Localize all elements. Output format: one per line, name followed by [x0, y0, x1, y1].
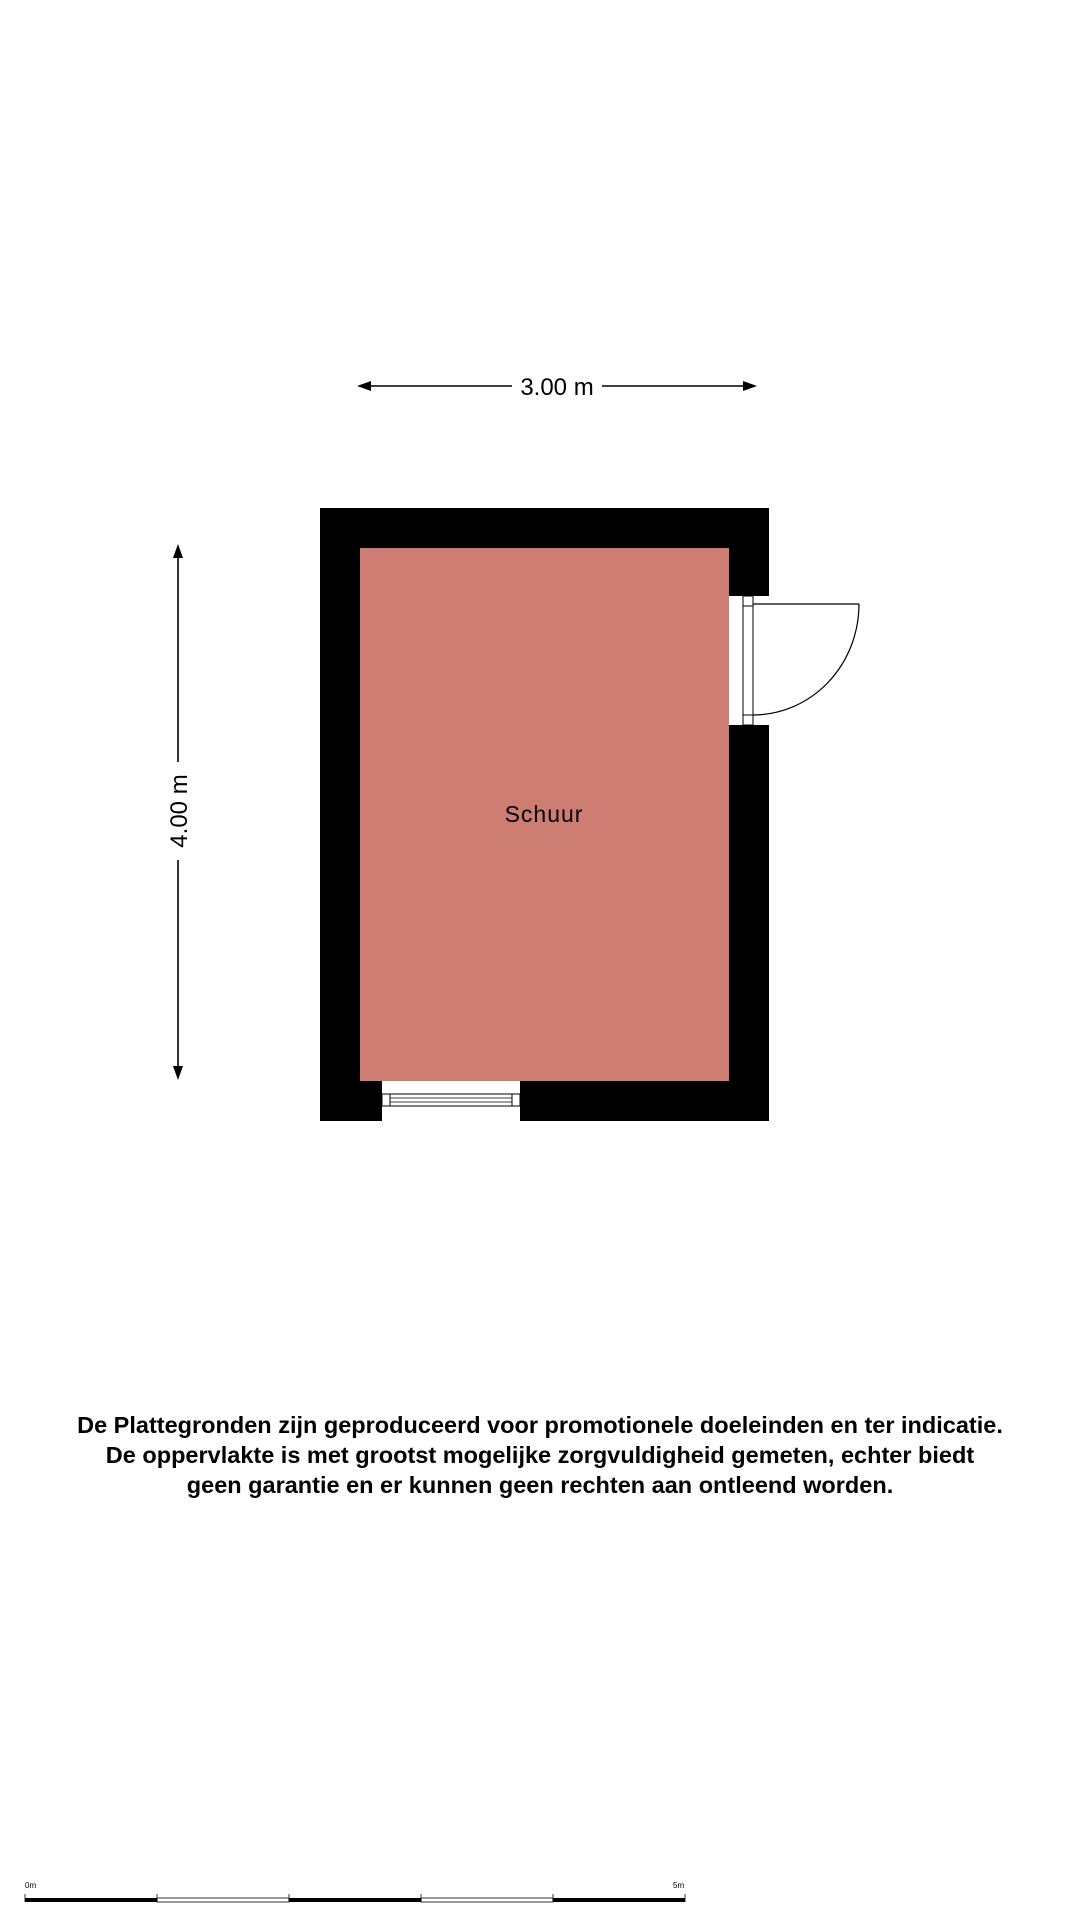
scale-start-label: 0m [25, 1881, 37, 1890]
disclaimer-line-2: De oppervlakte is met grootst mogelijke zorgvuldigheid gemeten, echter biedt [105, 1442, 975, 1468]
disclaimer-line-1: De Plattegronden zijn geproduceerd voor promotionele doeleinden en ter indicatie. [77, 1412, 1003, 1438]
height-dimension-label: 4.00 m [166, 774, 193, 848]
height-dimension [166, 544, 193, 1080]
width-dimension-label: 3.00 m [520, 374, 594, 401]
scale-bar [25, 1881, 685, 1902]
window-south [382, 1081, 520, 1122]
door-east [729, 596, 859, 725]
disclaimer-line-3: geen garantie en er kunnen geen rechten aan ontleend worden. [186, 1472, 894, 1498]
disclaimer-text [0, 1410, 1080, 1500]
scale-end-label: 5m [673, 1881, 685, 1890]
width-dimension [357, 374, 757, 401]
room-label-schuur: Schuur [504, 801, 584, 827]
